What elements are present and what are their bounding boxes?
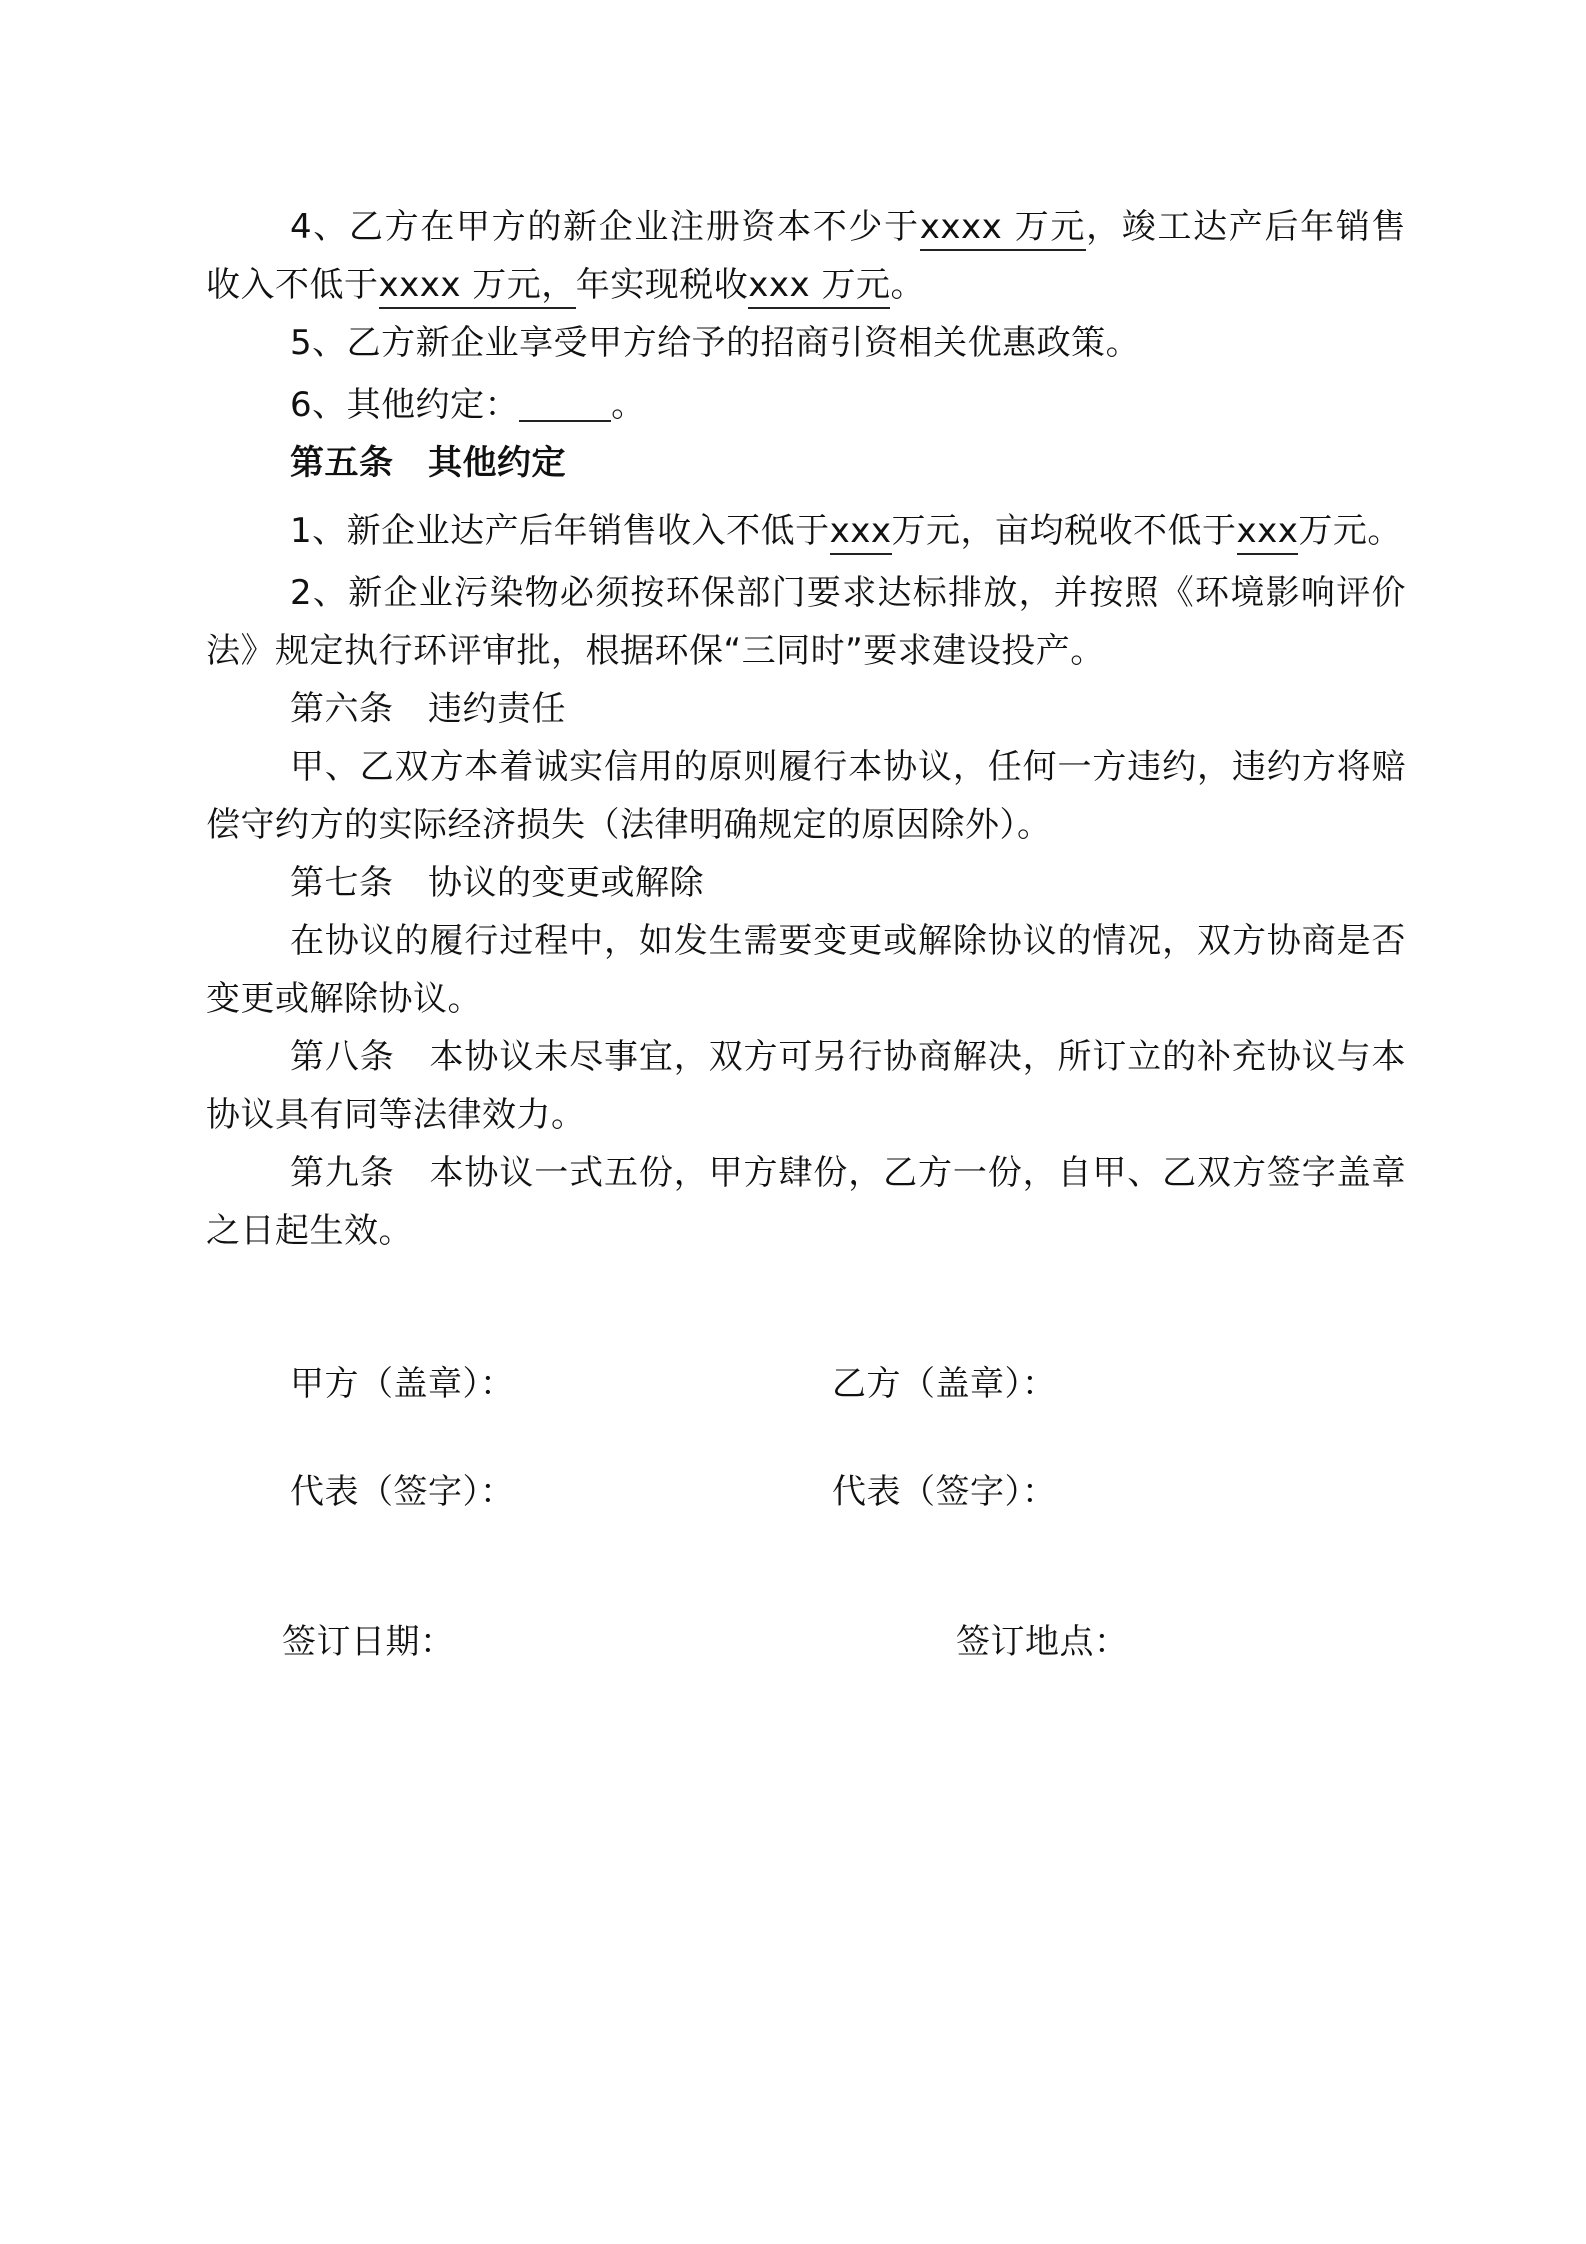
c5-tax-per-mu-value: xxx: [1237, 511, 1299, 555]
party-a-seal-label: 甲方（盖章）：: [290, 1364, 515, 1404]
annual-tax-value: xxx 万元: [748, 265, 890, 309]
clause-5-item-1: [206, 502, 1406, 560]
clause-6-body: 甲、乙双方本着诚实信用的原则履行本协议，任何一方违约，违约方将赔偿守约方的实际经济损失（法律明确规定的原因除外）。: [206, 747, 1406, 845]
sign-place-label: 签订地点：: [956, 1622, 1129, 1662]
clause-4-item-6: [206, 376, 1406, 434]
clause-4-item-5: 5、乙方新企业享受甲方给予的招商引资相关优惠政策。: [290, 323, 1141, 363]
item-4-prefix: 4、乙方在甲方的新企业注册资本不少于: [290, 207, 920, 247]
clause-7-body: 在协议的履行过程中，如发生需要变更或解除协议的情况，双方协商是否变更或解除协议。: [206, 921, 1406, 1019]
sign-date-label: 签订日期：: [282, 1622, 455, 1662]
annual-sales-value: xxxx 万元，: [379, 265, 576, 309]
c5-item-1-mid: 万元，亩均税收不低于: [891, 511, 1237, 551]
c5-item-1-prefix: 1、新企业达产后年销售收入不低于: [290, 511, 830, 551]
item-6-prefix: 6、其他约定：: [290, 385, 520, 425]
clause-8: 第八条 本协议未尽事宜，双方可另行协商解决，所订立的补充协议与本协议具有同等法律效力。: [206, 1037, 1406, 1135]
item-4-mid-1: ，竣工达产后年销售收入不低于: [206, 207, 1407, 305]
c5-sales-value: xxx: [830, 511, 892, 555]
clause-5-title: 第五条 其他约定: [290, 443, 566, 483]
item-6-end: 。: [611, 385, 646, 425]
clause-6-title: 第六条 违约责任: [290, 689, 566, 729]
item-4-mid-2: 年实现税收: [575, 265, 749, 305]
item-4-end: 。: [890, 265, 925, 305]
clause-4-item-4: [206, 198, 1406, 314]
clause-9: 第九条 本协议一式五份，甲方肆份，乙方一份，自甲、乙双方签字盖章之日起生效。: [206, 1153, 1406, 1251]
party-b-rep-label: 代表（签字）：: [832, 1472, 1057, 1512]
registered-capital-value: xxxx 万元: [920, 207, 1086, 251]
party-a-rep-label: 代表（签字）：: [290, 1472, 515, 1512]
party-b-seal-label: 乙方（盖章）：: [832, 1364, 1057, 1404]
agreement-body: [206, 198, 1406, 1260]
c5-item-1-end: 万元。: [1298, 511, 1402, 551]
clause-5-item-2: 2、新企业污染物必须按环保部门要求达标排放，并按照《环境影响评价法》规定执行环评审批，根据环保“三同时”要求建设投产。: [206, 573, 1406, 671]
other-agreement-blank: [519, 380, 611, 422]
clause-7-title: 第七条 协议的变更或解除: [290, 863, 704, 903]
